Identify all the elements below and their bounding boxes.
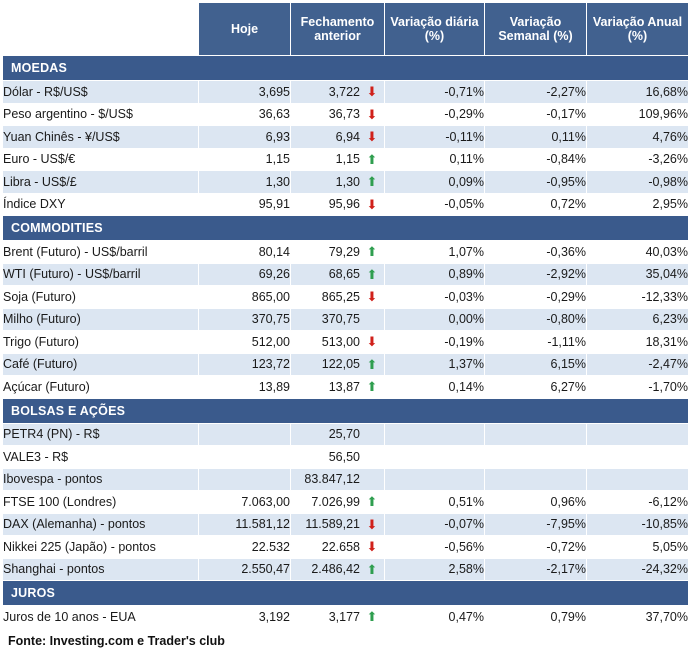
cell-variacao-diaria: -0,56% [385, 536, 485, 559]
cell-variacao-semanal: 0,72% [485, 193, 587, 216]
cell-variacao-diaria: 0,09% [385, 171, 485, 194]
header-fechamento-anterior: Fechamento anterior [291, 3, 385, 56]
cell-variacao-anual: 18,31% [587, 331, 689, 354]
cell-variacao-semanal: 0,79% [485, 606, 587, 629]
table-row [3, 536, 689, 559]
cell-fechamento-value: 513,00 [321, 334, 360, 349]
cell-fechamento-value: 1,30 [335, 174, 360, 189]
cell-variacao-diaria [385, 423, 485, 446]
header-blank [3, 3, 199, 56]
market-data-table [2, 2, 689, 629]
arrow-down-icon: ⬇ [366, 289, 378, 305]
cell-fechamento-anterior [291, 241, 385, 264]
row-label: DAX (Alemanha) - pontos [3, 513, 199, 536]
row-label: WTI (Futuro) - US$/barril [3, 263, 199, 286]
section-title: BOLSAS E AÇÕES [3, 398, 689, 423]
header-hoje: Hoje [199, 3, 291, 56]
cell-variacao-diaria: 1,07% [385, 241, 485, 264]
cell-hoje: 7.063,00 [199, 491, 291, 514]
cell-variacao-semanal: -2,92% [485, 263, 587, 286]
row-label: VALE3 - R$ [3, 446, 199, 469]
cell-fechamento-anterior [291, 171, 385, 194]
arrow-down-icon: ⬇ [366, 334, 378, 350]
cell-fechamento-anterior [291, 148, 385, 171]
cell-variacao-anual: 40,03% [587, 241, 689, 264]
cell-variacao-diaria: 0,89% [385, 263, 485, 286]
arrow-down-icon: ⬇ [366, 516, 378, 532]
cell-hoje: 1,15 [199, 148, 291, 171]
table-body [3, 56, 689, 629]
cell-hoje: 13,89 [199, 376, 291, 399]
row-label: Café (Futuro) [3, 353, 199, 376]
cell-variacao-semanal: -0,80% [485, 308, 587, 331]
cell-fechamento-value: 7.026,99 [311, 494, 360, 509]
cell-variacao-diaria: 0,47% [385, 606, 485, 629]
row-label: Açúcar (Futuro) [3, 376, 199, 399]
table-row [3, 81, 689, 104]
cell-fechamento-value: 11.589,21 [305, 517, 360, 532]
cell-hoje: 11.581,12 [199, 513, 291, 536]
table-row [3, 558, 689, 581]
cell-fechamento-anterior [291, 286, 385, 309]
cell-variacao-semanal [485, 423, 587, 446]
cell-fechamento-value: 2.486,42 [311, 562, 360, 577]
section-row [3, 581, 689, 606]
cell-variacao-anual: 16,68% [587, 81, 689, 104]
row-label: Peso argentino - $/US$ [3, 103, 199, 126]
cell-variacao-semanal: -0,29% [485, 286, 587, 309]
cell-hoje [199, 423, 291, 446]
cell-variacao-anual [587, 423, 689, 446]
cell-variacao-anual [587, 446, 689, 469]
cell-fechamento-value: 3,722 [328, 84, 360, 99]
cell-variacao-diaria: 0,51% [385, 491, 485, 514]
cell-hoje: 512,00 [199, 331, 291, 354]
cell-variacao-semanal: 6,27% [485, 376, 587, 399]
arrow-down-icon: ⬇ [366, 129, 378, 145]
cell-hoje: 36,63 [199, 103, 291, 126]
table-row [3, 353, 689, 376]
cell-variacao-semanal: -1,11% [485, 331, 587, 354]
cell-hoje: 370,75 [199, 308, 291, 331]
arrow-down-icon: ⬇ [366, 84, 378, 100]
cell-hoje: 1,30 [199, 171, 291, 194]
cell-variacao-anual: -6,12% [587, 491, 689, 514]
row-label: PETR4 (PN) - R$ [3, 423, 199, 446]
cell-variacao-semanal: -0,36% [485, 241, 587, 264]
cell-fechamento-anterior [291, 468, 385, 491]
section-row [3, 216, 689, 241]
cell-variacao-anual: -24,32% [587, 558, 689, 581]
cell-fechamento-anterior [291, 263, 385, 286]
row-label: Libra - US$/£ [3, 171, 199, 194]
cell-variacao-diaria: 0,11% [385, 148, 485, 171]
cell-variacao-diaria: 2,58% [385, 558, 485, 581]
cell-variacao-semanal: 0,11% [485, 126, 587, 149]
cell-hoje: 80,14 [199, 241, 291, 264]
arrow-down-icon: ⬇ [366, 539, 378, 555]
cell-variacao-diaria: -0,05% [385, 193, 485, 216]
table-row [3, 491, 689, 514]
cell-hoje: 69,26 [199, 263, 291, 286]
cell-variacao-semanal: -7,95% [485, 513, 587, 536]
cell-fechamento-value: 865,25 [321, 289, 360, 304]
cell-hoje [199, 446, 291, 469]
table-row [3, 606, 689, 629]
row-label: Juros de 10 anos - EUA [3, 606, 199, 629]
section-row [3, 398, 689, 423]
cell-fechamento-value: 1,15 [335, 152, 360, 167]
cell-variacao-semanal: -2,27% [485, 81, 587, 104]
table-row [3, 376, 689, 399]
row-label: Euro - US$/€ [3, 148, 199, 171]
cell-variacao-anual: 109,96% [587, 103, 689, 126]
table-row [3, 263, 689, 286]
table-row [3, 513, 689, 536]
cell-fechamento-anterior [291, 81, 385, 104]
cell-fechamento-value: 56,50 [328, 449, 360, 464]
row-label: Dólar - R$/US$ [3, 81, 199, 104]
table-row [3, 423, 689, 446]
cell-variacao-diaria: -0,07% [385, 513, 485, 536]
row-label: Brent (Futuro) - US$/barril [3, 241, 199, 264]
cell-fechamento-value: 13,87 [328, 379, 360, 394]
table-row [3, 103, 689, 126]
cell-hoje [199, 468, 291, 491]
cell-variacao-anual: 35,04% [587, 263, 689, 286]
row-label: Nikkei 225 (Japão) - pontos [3, 536, 199, 559]
cell-variacao-anual: -3,26% [587, 148, 689, 171]
cell-variacao-semanal [485, 468, 587, 491]
cell-fechamento-value: 25,70 [328, 427, 360, 442]
cell-variacao-anual: -1,70% [587, 376, 689, 399]
arrow-up-icon: ⬆ [366, 379, 378, 395]
cell-variacao-diaria: 0,14% [385, 376, 485, 399]
cell-variacao-anual: 5,05% [587, 536, 689, 559]
table-row [3, 148, 689, 171]
cell-variacao-semanal: 0,96% [485, 491, 587, 514]
table-row [3, 286, 689, 309]
table-row [3, 468, 689, 491]
arrow-down-icon: ⬇ [366, 106, 378, 122]
cell-fechamento-anterior [291, 376, 385, 399]
cell-hoje: 3,192 [199, 606, 291, 629]
cell-hoje: 22.532 [199, 536, 291, 559]
row-label: FTSE 100 (Londres) [3, 491, 199, 514]
cell-variacao-semanal: 6,15% [485, 353, 587, 376]
cell-variacao-diaria: -0,29% [385, 103, 485, 126]
arrow-up-icon: ⬆ [366, 494, 378, 510]
cell-fechamento-value: 36,73 [328, 107, 360, 122]
section-title: MOEDAS [3, 56, 689, 81]
cell-variacao-anual: 2,95% [587, 193, 689, 216]
cell-fechamento-value: 22.658 [321, 539, 360, 554]
cell-variacao-anual [587, 468, 689, 491]
cell-hoje: 3,695 [199, 81, 291, 104]
table-row [3, 126, 689, 149]
row-label: Yuan Chinês - ¥/US$ [3, 126, 199, 149]
section-title: JUROS [3, 581, 689, 606]
row-label: Trigo (Futuro) [3, 331, 199, 354]
source-footer: Fonte: Investing.com e Trader's club [2, 629, 688, 648]
table-row [3, 308, 689, 331]
row-label: Ibovespa - pontos [3, 468, 199, 491]
arrow-up-icon: ⬆ [366, 266, 378, 282]
cell-variacao-anual: -2,47% [587, 353, 689, 376]
cell-variacao-diaria: 0,00% [385, 308, 485, 331]
cell-fechamento-value: 79,29 [328, 244, 360, 259]
cell-fechamento-value: 3,177 [328, 609, 360, 624]
cell-hoje: 123,72 [199, 353, 291, 376]
cell-variacao-diaria: 1,37% [385, 353, 485, 376]
row-label: Milho (Futuro) [3, 308, 199, 331]
cell-variacao-semanal: -0,95% [485, 171, 587, 194]
cell-hoje: 2.550,47 [199, 558, 291, 581]
table-row [3, 193, 689, 216]
cell-variacao-anual: 37,70% [587, 606, 689, 629]
cell-variacao-semanal: -0,17% [485, 103, 587, 126]
cell-fechamento-value: 95,96 [328, 197, 360, 212]
cell-variacao-anual: 6,23% [587, 308, 689, 331]
arrow-up-icon: ⬆ [366, 356, 378, 372]
cell-fechamento-anterior [291, 606, 385, 629]
cell-fechamento-anterior [291, 446, 385, 469]
row-label: Shanghai - pontos [3, 558, 199, 581]
table-header [3, 3, 689, 56]
cell-variacao-diaria: -0,71% [385, 81, 485, 104]
cell-variacao-anual: -12,33% [587, 286, 689, 309]
cell-fechamento-value: 83.847,12 [304, 472, 360, 487]
cell-variacao-semanal: -0,72% [485, 536, 587, 559]
cell-fechamento-anterior [291, 353, 385, 376]
cell-fechamento-anterior [291, 491, 385, 514]
cell-variacao-anual: 4,76% [587, 126, 689, 149]
cell-variacao-diaria [385, 468, 485, 491]
cell-variacao-diaria: -0,11% [385, 126, 485, 149]
arrow-down-icon: ⬇ [366, 196, 378, 212]
table-row [3, 171, 689, 194]
cell-variacao-semanal: -0,84% [485, 148, 587, 171]
cell-variacao-diaria: -0,03% [385, 286, 485, 309]
table-row [3, 331, 689, 354]
cell-fechamento-anterior [291, 193, 385, 216]
cell-variacao-anual: -0,98% [587, 171, 689, 194]
arrow-up-icon: ⬆ [366, 561, 378, 577]
row-label: Índice DXY [3, 193, 199, 216]
cell-fechamento-anterior [291, 536, 385, 559]
cell-fechamento-anterior [291, 308, 385, 331]
cell-variacao-diaria [385, 446, 485, 469]
table-row [3, 241, 689, 264]
section-title: COMMODITIES [3, 216, 689, 241]
cell-fechamento-anterior [291, 513, 385, 536]
cell-fechamento-anterior [291, 558, 385, 581]
header-variacao-diaria: Variação diária (%) [385, 3, 485, 56]
cell-fechamento-anterior [291, 331, 385, 354]
cell-fechamento-value: 370,75 [321, 312, 360, 327]
cell-fechamento-value: 6,94 [335, 129, 360, 144]
arrow-up-icon: ⬆ [366, 609, 378, 625]
section-row [3, 56, 689, 81]
cell-fechamento-value: 122,05 [321, 357, 360, 372]
cell-variacao-diaria: -0,19% [385, 331, 485, 354]
cell-variacao-semanal: -2,17% [485, 558, 587, 581]
header-variacao-anual: Variação Anual (%) [587, 3, 689, 56]
arrow-up-icon: ⬆ [366, 174, 378, 190]
cell-fechamento-anterior [291, 103, 385, 126]
row-label: Soja (Futuro) [3, 286, 199, 309]
cell-fechamento-anterior [291, 423, 385, 446]
header-variacao-semanal: Variação Semanal (%) [485, 3, 587, 56]
cell-variacao-anual: -10,85% [587, 513, 689, 536]
arrow-up-icon: ⬆ [366, 244, 378, 260]
cell-fechamento-anterior [291, 126, 385, 149]
arrow-up-icon: ⬆ [366, 151, 378, 167]
cell-variacao-semanal [485, 446, 587, 469]
cell-hoje: 865,00 [199, 286, 291, 309]
cell-hoje: 6,93 [199, 126, 291, 149]
table-row [3, 446, 689, 469]
cell-hoje: 95,91 [199, 193, 291, 216]
cell-fechamento-value: 68,65 [328, 267, 360, 282]
